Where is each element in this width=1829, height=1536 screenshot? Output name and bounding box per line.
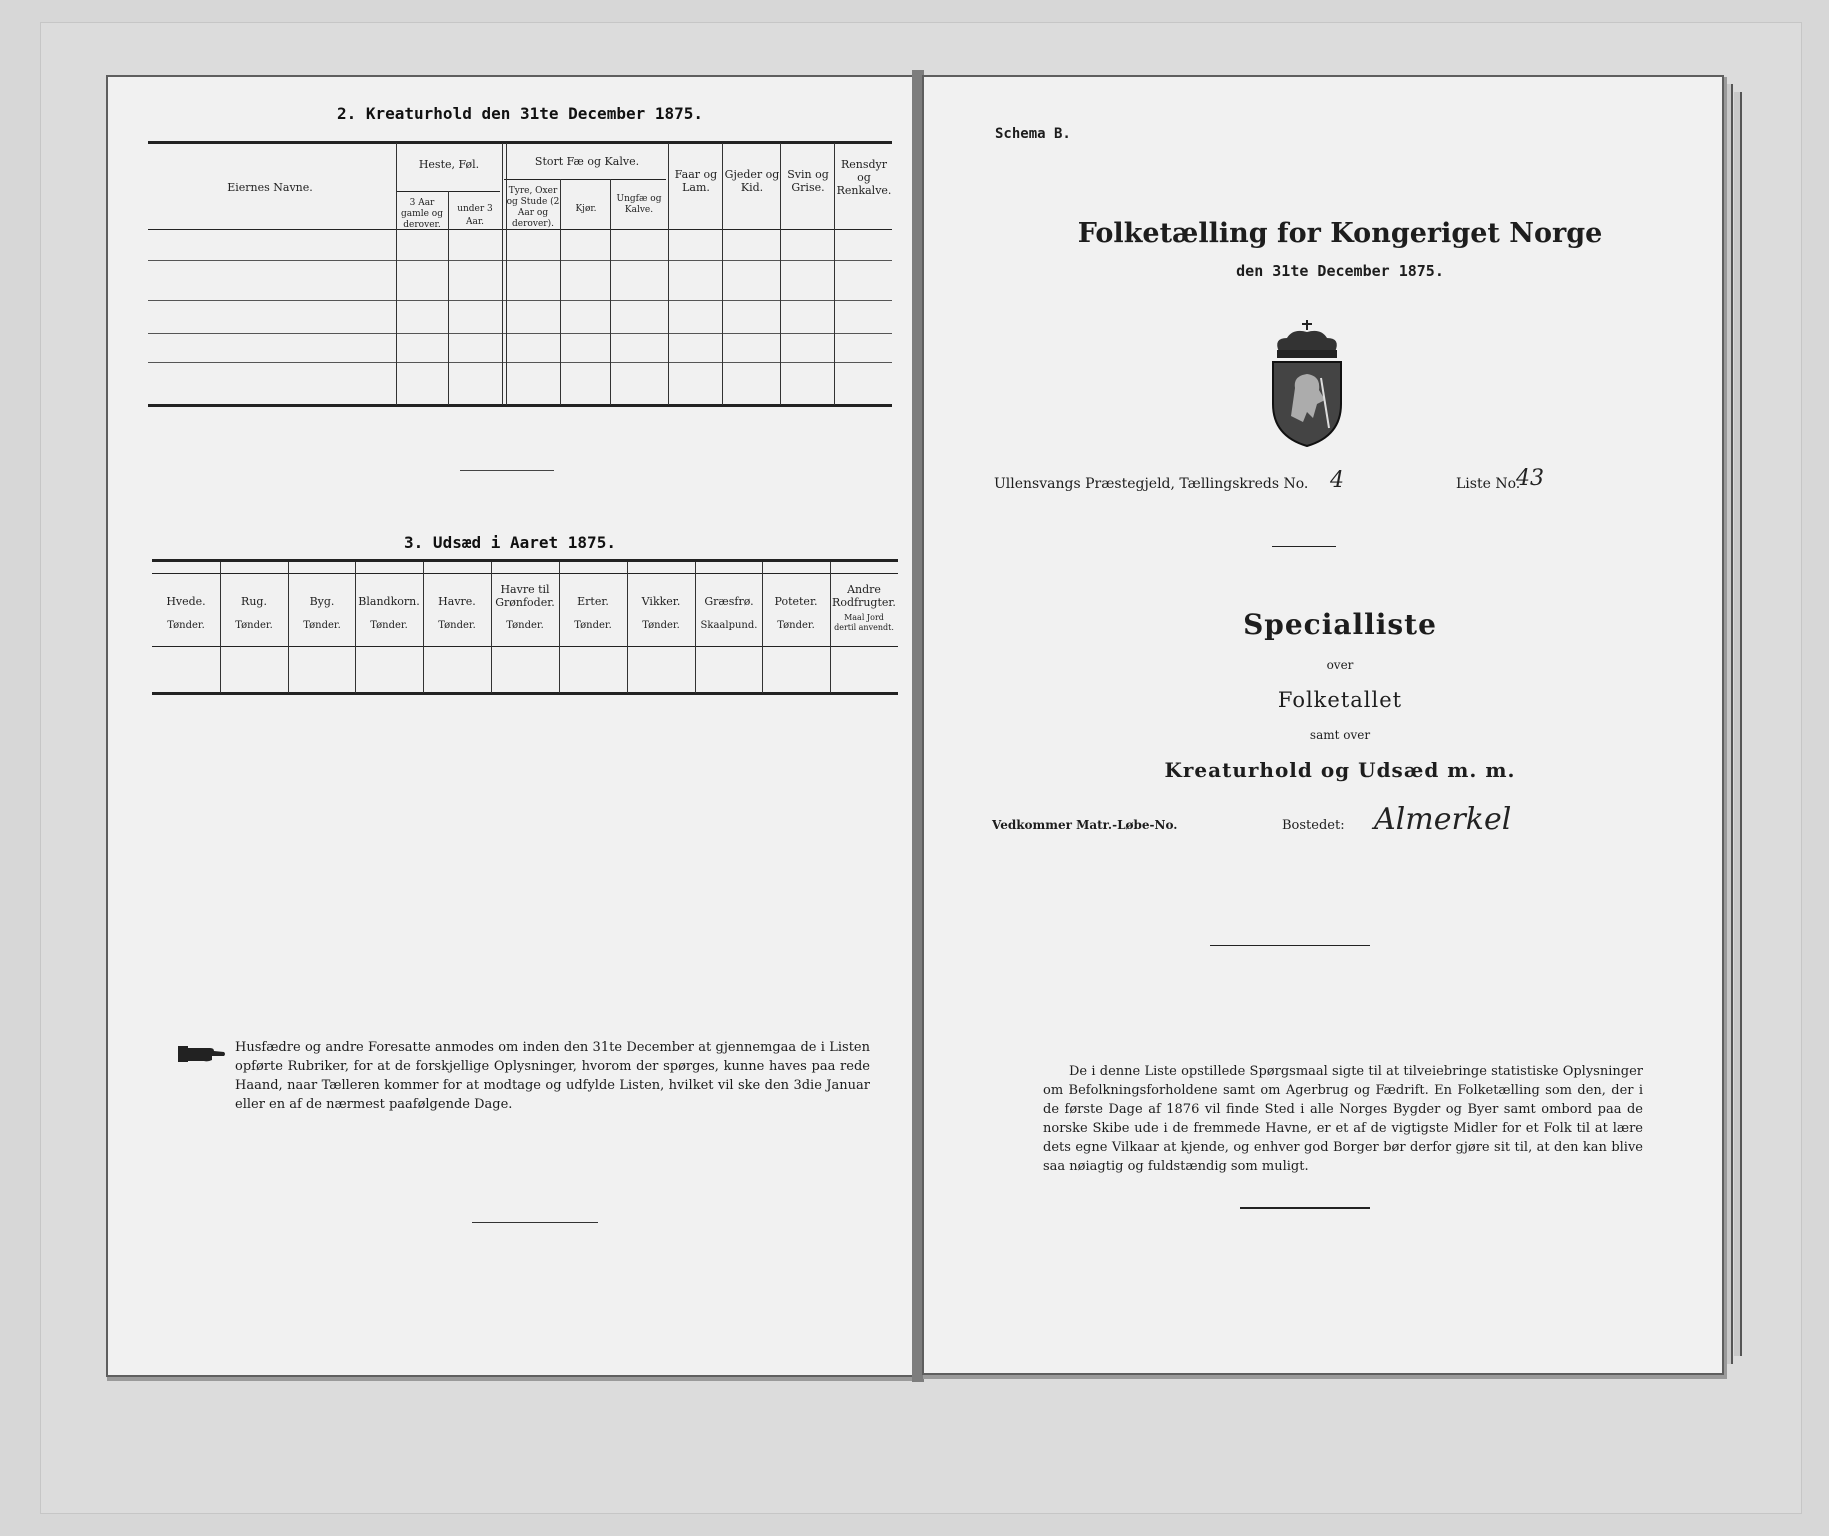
table-rule <box>152 692 898 695</box>
sowing-col-name: Blandkorn. <box>358 595 420 608</box>
table-rule <box>152 573 898 574</box>
separator <box>460 470 554 471</box>
col-reindeer-header: Rensdyr og Renkalve. <box>836 158 892 197</box>
table-divider <box>559 562 560 693</box>
sowing-col-unit: Tønder. <box>574 620 612 631</box>
left-page <box>108 77 912 1375</box>
col-horses-sub2: under 3 Aar. <box>457 204 493 227</box>
parish-label: Ullensvangs Præstegjeld, Tællingskreds No. <box>994 476 1309 492</box>
sowing-col-unit: Tønder. <box>438 620 476 631</box>
table-divider <box>506 143 507 405</box>
over-text: over <box>1326 658 1354 672</box>
page-stack-edge <box>1734 92 1742 1356</box>
bostedet-value: Almerkel <box>1374 802 1512 837</box>
coat-of-arms-icon <box>1263 318 1351 450</box>
separator <box>1210 945 1370 946</box>
census-info-text: De i denne Liste opstillede Spørgsmaal sigte til at tilveiebringe statistiske Oplysninger om Befolkningsforholdene samt om Agerbrug og Fædrift. En Folketælling som den, der i de første Dage af 1876 vil finde Sted i alle Norges Bygder og Byer samt ombord paa de norske Skibe ude i de fremmede Havne, er et af de vigtigste Midler for et Folk til at lære dets egne Vilkaar at kjende, og enhver god Borger bør derfor gjøre sit til, at den kan blive saa nøiagtig og fuldstændig som muligt. <box>1043 1064 1643 1174</box>
folketallet-text: Folketallet <box>1277 688 1403 712</box>
census-title: Folketælling for Kongeriget Norge <box>1077 218 1603 249</box>
table-divider <box>834 143 835 405</box>
sowing-col-name: Rug. <box>241 595 267 608</box>
col-cattle-header: Stort Fæ og Kalve. <box>534 155 640 168</box>
col-horses-header: Heste, Føl. <box>418 158 480 171</box>
pointing-hand-icon <box>178 1043 226 1065</box>
table-divider <box>423 562 424 693</box>
table-divider <box>396 143 397 405</box>
table-divider <box>668 143 669 405</box>
separator <box>1240 1207 1370 1209</box>
list-label: Liste No. <box>1456 476 1521 492</box>
notice-text: Husfædre og andre Foresatte anmodes om inden den 31te December at gjennemgaa de i Listen opførte Rubriker, for at de forskjellige Oplysninger, hvorom der spørges, kunne haves paa rede Haand, naar Tælleren kommer for at modtage og udfylde Listen, hvilket vil ske den 3die Januar eller en af de nærmest paafølgende Dage. <box>235 1040 870 1112</box>
separator <box>1272 546 1336 547</box>
table-divider <box>448 191 449 405</box>
table-rule <box>152 559 898 562</box>
col-cattle-sub3: Ungfæ og Kalve. <box>616 194 662 215</box>
col-pigs-header: Svin og Grise. <box>787 168 829 194</box>
sowing-col-name: Andre Rodfrugter. <box>832 583 896 609</box>
col-goats-header: Gjeder og Kid. <box>724 168 780 194</box>
section3-heading: 3. Udsæd i Aaret 1875. <box>404 533 616 552</box>
sowing-col-unit: Tønder. <box>506 620 544 631</box>
table-divider <box>502 143 503 405</box>
table-divider <box>220 562 221 693</box>
district-number: 4 <box>1330 468 1344 493</box>
table-divider <box>355 562 356 693</box>
sowing-col-name: Byg. <box>309 595 335 608</box>
list-number: 43 <box>1516 466 1544 491</box>
sowing-col-unit: Skaalpund. <box>700 620 758 631</box>
table-divider <box>560 179 561 405</box>
table-rule <box>504 179 666 180</box>
section2-heading: 2. Kreaturhold den 31te December 1875. <box>336 104 704 123</box>
separator <box>472 1222 598 1223</box>
sowing-col-unit: Tønder. <box>167 620 205 631</box>
sowing-col-name: Græsfrø. <box>704 595 754 608</box>
table-divider <box>695 562 696 693</box>
col-cattle-sub1: Tyre, Oxer og Stude (2 Aar og derover). <box>506 186 560 229</box>
col-owner-header: Eiernes Navne. <box>227 181 313 194</box>
sowing-col-name: Erter. <box>577 595 609 608</box>
sowing-col-unit: Maal Jord dertil anvendt. <box>834 613 894 632</box>
table-divider <box>830 562 831 693</box>
sowing-col-name: Havre. <box>438 595 476 608</box>
samt-over-text: samt over <box>1309 728 1371 742</box>
sowing-col-unit: Tønder. <box>303 620 341 631</box>
sowing-col-unit: Tønder. <box>642 620 680 631</box>
table-divider <box>288 562 289 693</box>
table-divider <box>627 562 628 693</box>
table-divider <box>722 143 723 405</box>
bostedet-label: Bostedet: <box>1282 818 1345 833</box>
sowing-col-unit: Tønder. <box>370 620 408 631</box>
page-stack-edge <box>1724 84 1733 1364</box>
table-rule <box>152 646 898 647</box>
sowing-col-unit: Tønder. <box>777 620 815 631</box>
specialliste-title: Specialliste <box>1243 608 1437 641</box>
kreaturhold-text: Kreaturhold og Udsæd m. m. <box>1164 758 1516 782</box>
census-date: den 31te December 1875. <box>1236 262 1444 280</box>
table-divider <box>780 143 781 405</box>
matr-label: Vedkommer Matr.-Løbe-No. <box>992 818 1178 832</box>
sowing-col-name: Vikker. <box>641 595 681 608</box>
sowing-col-name: Hvede. <box>166 595 206 608</box>
table-divider <box>610 179 611 405</box>
col-horses-sub1: 3 Aar gamle og derover. <box>401 198 443 230</box>
sowing-col-unit: Tønder. <box>235 620 273 631</box>
table-divider <box>762 562 763 693</box>
col-sheep-header: Faar og Lam. <box>674 168 718 194</box>
schema-label: Schema B. <box>995 126 1071 142</box>
sowing-col-name: Poteter. <box>774 595 818 608</box>
col-cattle-sub2: Kjør. <box>575 204 597 214</box>
binding <box>912 70 924 1382</box>
sowing-col-name: Havre til Grønfoder. <box>495 583 555 609</box>
table-divider <box>491 562 492 693</box>
